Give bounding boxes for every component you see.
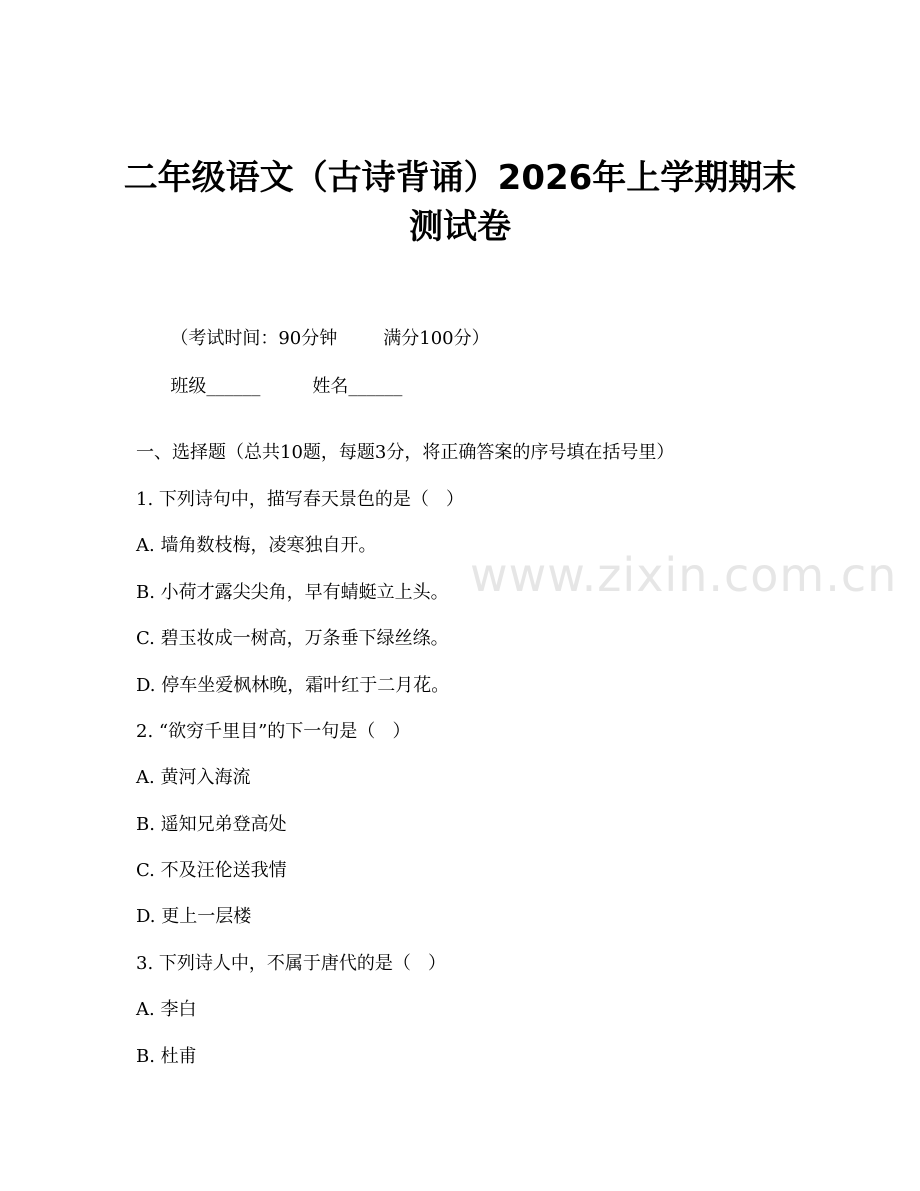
question-3-stem: 3. 下列诗人中，不属于唐代的是（ ） bbox=[136, 953, 447, 974]
question-1-stem: 1. 下列诗句中，描写春天景色的是（ ） bbox=[136, 489, 465, 510]
class-field[interactable]: 班级______ bbox=[170, 376, 261, 397]
question-1-option-d: D. 停车坐爱枫林晚，霜叶红于二月花。 bbox=[136, 675, 450, 696]
question-1-option-a: A. 墙角数枝梅，凌寒独自开。 bbox=[136, 535, 377, 556]
question-2-stem: 2. “欲穷千里目”的下一句是（ ） bbox=[136, 721, 411, 742]
question-3-option-a: A. 李白 bbox=[136, 999, 197, 1020]
exam-score: 满分100分） bbox=[383, 328, 490, 349]
question-2-option-c: C. 不及汪伦送我情 bbox=[136, 860, 287, 881]
question-2-option-b: B. 遥知兄弟登高处 bbox=[136, 814, 287, 835]
watermark: www.zixin.com.cn bbox=[470, 548, 898, 602]
question-3-option-b: B. 杜甫 bbox=[136, 1046, 197, 1067]
page-title-line-2: 测试卷 bbox=[409, 207, 511, 247]
question-2-option-d: D. 更上一层楼 bbox=[136, 906, 252, 927]
question-2-option-a: A. 黄河入海流 bbox=[136, 767, 251, 788]
student-info bbox=[136, 348, 402, 426]
question-1-option-c: C. 碧玉妆成一树高，万条垂下绿丝绦。 bbox=[136, 628, 449, 649]
exam-time: （考试时间：90分钟 bbox=[170, 328, 338, 349]
name-field[interactable]: 姓名______ bbox=[312, 376, 403, 397]
page-title-line-1: 二年级语文（古诗背诵）2026年上学期期末 bbox=[123, 158, 797, 198]
question-1-option-b: B. 小荷才露尖尖角，早有蜻蜓立上头。 bbox=[136, 582, 449, 603]
section-heading: 一、选择题（总共10题，每题3分，将正确答案的序号填在括号里） bbox=[136, 442, 675, 463]
